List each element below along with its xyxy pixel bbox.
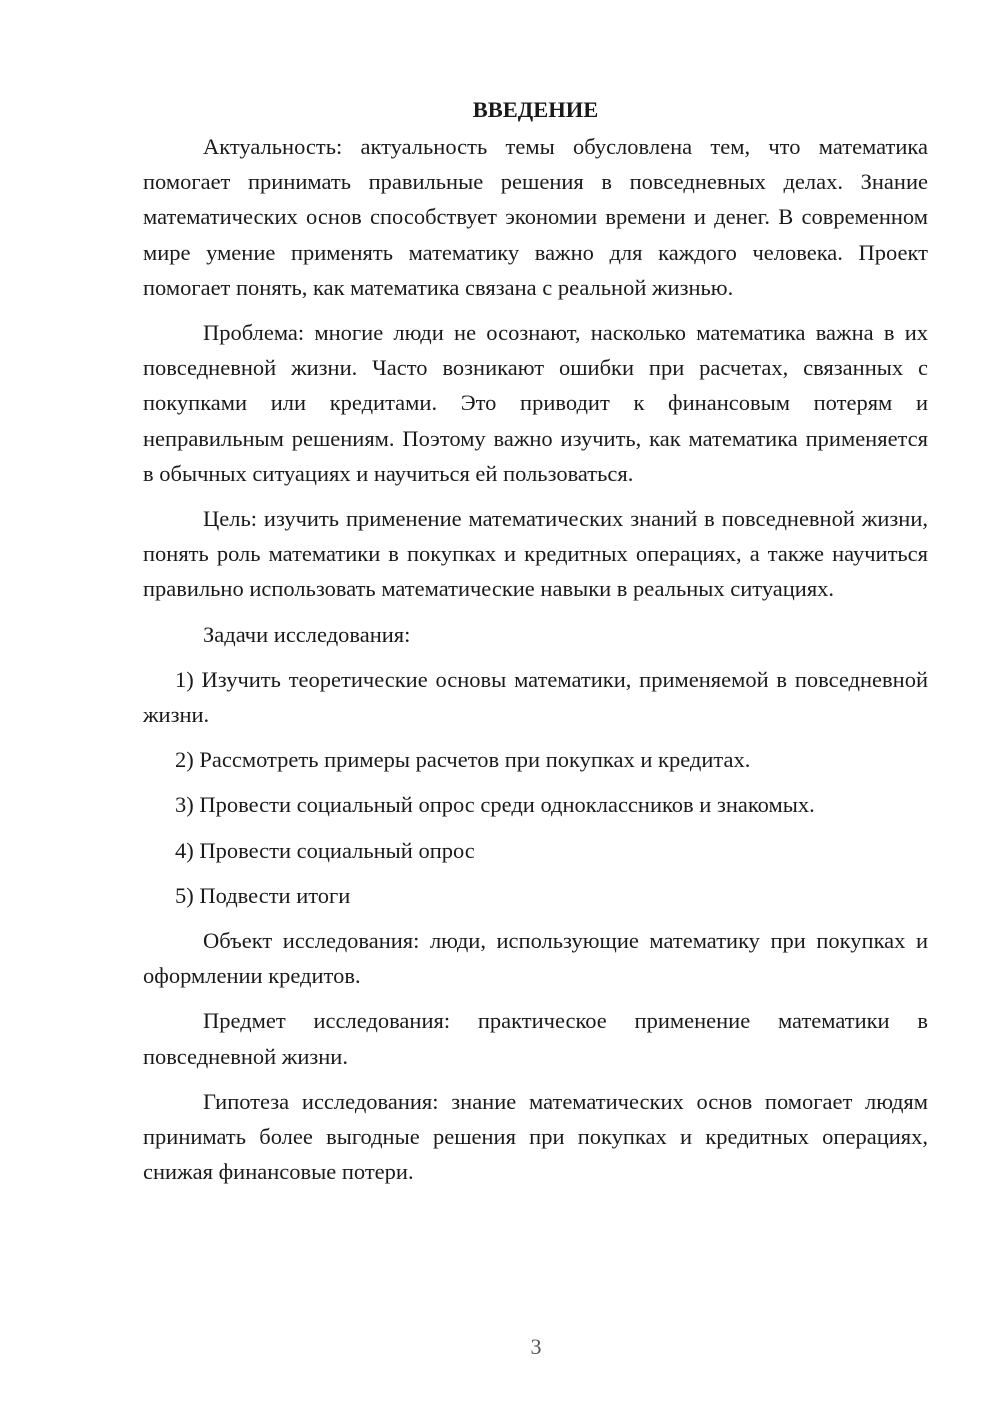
goal-paragraph: Цель: изучить применение математических знаний в повседневной жизни, понять роль математики в покупках и кредитных операциях, а также научиться правильно использовать математические навыки в реальных ситуациях. (143, 506, 928, 602)
object-paragraph: Объект исследования: люди, использующие математику при покупках и оформлении кредитов. (143, 928, 928, 989)
page-number: 3 (530, 1334, 542, 1359)
relevance-paragraph: Актуальность: актуальность темы обусловлена тем, что математика помогает принимать правильные решения в повседневных делах. Знание математических основ способствует экономии времени и денег. В современном мире умение применять математику важно для каждого человека. Проект помогает понять, как математика связана с реальной жизнью. (143, 134, 928, 300)
hypothesis-paragraph: Гипотеза исследования: знание математических основ помогает людям принимать более выгодные решения при покупках и кредитных операциях, снижая финансовые потери. (143, 1088, 928, 1185)
list-item: 2) Рассмотреть примеры расчетов при покупках и кредитах. (175, 747, 751, 773)
list-item: 1) Изучить теоретические основы математики, применяемой в повседневной жизни. (143, 666, 928, 728)
list-item: 3) Провести социальный опрос среди одноклассников и знакомых. (175, 792, 815, 818)
list-item: 5) Подвести итоги (175, 882, 351, 908)
page-title: ВВЕДЕНИЕ (472, 97, 599, 122)
list-item: 4) Провести социальный опрос (175, 837, 475, 863)
tasks-list (143, 662, 928, 913)
subject-paragraph: Предмет исследования: практическое применение математики в повседневной жизни. (143, 1008, 928, 1069)
tasks-heading: Задачи исследования: (203, 621, 411, 647)
problem-paragraph: Проблема: многие люди не осознают, насколько математика важна в их повседневной жизни. Часто возникают ошибки при расчетах, связанных с покупками или кредитами. Это приводит к финансовым потерям и неправильным решениям. Поэтому важно изучить, как математика применяется в обычных ситуациях и научиться ей пользоваться. (143, 320, 928, 486)
document-page (143, 92, 928, 1199)
